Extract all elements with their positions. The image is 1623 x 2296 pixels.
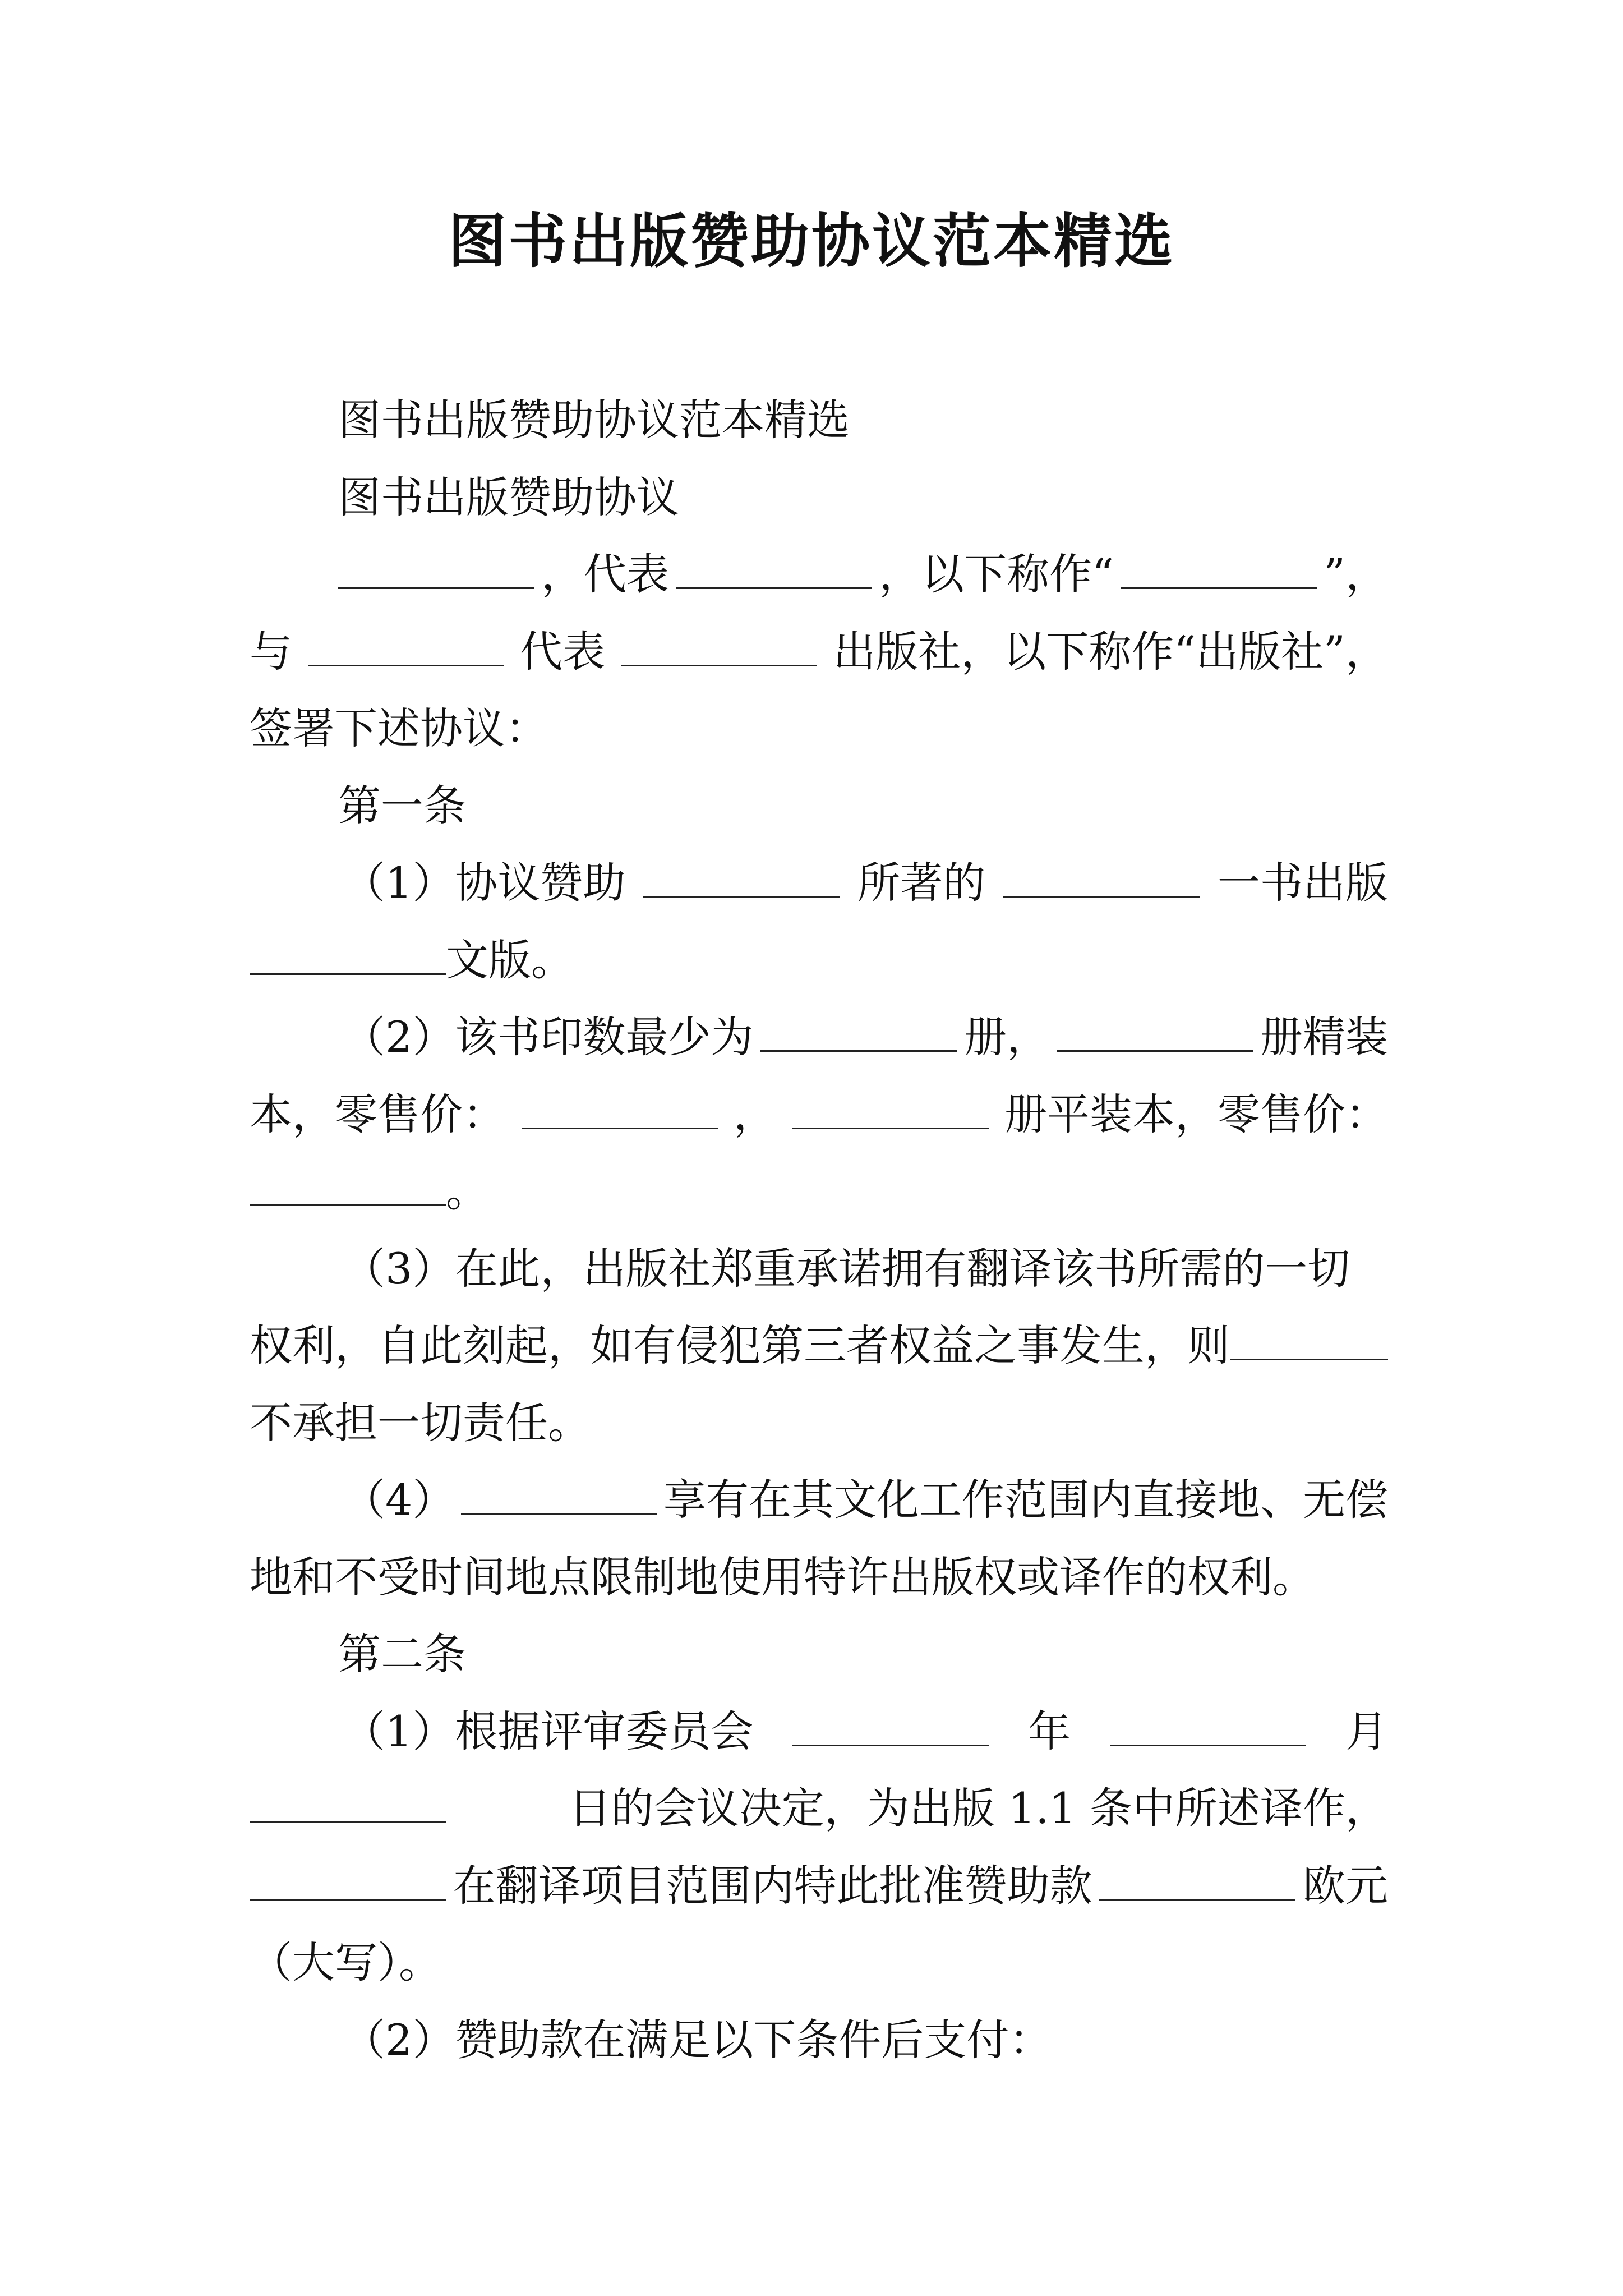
- text-run: （2）该书印数最少为: [343, 1012, 754, 1062]
- article1-p3-line2: [250, 1307, 1388, 1384]
- text-run: 文版。: [446, 935, 574, 985]
- blank-field: [1003, 854, 1200, 898]
- text-run: （4）: [343, 1475, 455, 1525]
- text-run: ，代表: [541, 549, 670, 599]
- subheading-line: 图书出版赞助协议: [338, 472, 679, 522]
- blank-field: [760, 1009, 957, 1052]
- article1-p2-line1: [250, 999, 1388, 1076]
- article1-p4-line2: 地和不受时间地点限制地使用特许出版权或译作的权利。: [250, 1552, 1315, 1602]
- blank-field: [1057, 1009, 1253, 1052]
- document-title: 图书出版赞助协议范本精选: [448, 206, 1175, 275]
- article2-p1-line2: [250, 1770, 1388, 1847]
- blank-field: [1230, 1317, 1388, 1360]
- text-run: 册精装: [1260, 1012, 1388, 1062]
- article2-p1-line1: [250, 1693, 1388, 1770]
- text-run: 日的会议决定，为出版 1.1 条中所述译作，: [568, 1783, 1388, 1833]
- document-body: [250, 381, 1388, 2078]
- text-run: 月: [1345, 1706, 1388, 1756]
- text-run: 本，零售价：: [250, 1089, 505, 1139]
- blank-field: [792, 1703, 989, 1746]
- article1-p2-line3: [250, 1153, 1388, 1230]
- intro-line-2: [250, 613, 1388, 691]
- article1-p4-line1: [250, 1461, 1388, 1539]
- blank-field: [792, 1086, 989, 1129]
- text-run: 出版社，以下称作“出版社”，: [833, 626, 1388, 677]
- article1-heading: 第一条: [338, 780, 466, 831]
- text-run: 所著的: [857, 858, 986, 908]
- blank-field: [621, 623, 817, 666]
- blank-field: [643, 854, 840, 898]
- blank-field: [522, 1086, 718, 1129]
- text-run: ，: [734, 1089, 776, 1139]
- intro-line-3: 签署下述协议：: [250, 703, 548, 753]
- text-run: （1）协议赞助: [343, 858, 626, 908]
- article2-heading: 第二条: [338, 1629, 466, 1679]
- blank-field: [250, 1780, 446, 1823]
- text-run: 代表: [520, 626, 606, 677]
- blank-field: [250, 932, 446, 975]
- text-run: 在翻译项目范围内特此批准赞助款: [453, 1860, 1092, 1911]
- blank-field: [461, 1471, 657, 1515]
- text-run: 享有在其文化工作范围内直接地、无偿: [663, 1475, 1388, 1525]
- heading-line: 图书出版赞助协议范本精选: [338, 395, 850, 445]
- text-run: 。: [446, 1166, 488, 1216]
- article1-p1-line2: [250, 922, 1388, 999]
- blank-field: [338, 546, 534, 589]
- blank-field: [250, 1163, 446, 1206]
- blank-field: [1110, 1703, 1306, 1746]
- blank-field: [1099, 1857, 1295, 1901]
- text-run: 与: [250, 626, 292, 677]
- blank-field: [308, 623, 504, 666]
- text-run: 权利，自此刻起，如有侵犯第三者权益之事发生，则: [250, 1320, 1230, 1370]
- text-run: ，以下称作“: [879, 549, 1114, 599]
- text-run: 年: [1028, 1706, 1071, 1756]
- text-run: 册平装本，零售价：: [1004, 1089, 1388, 1139]
- article2-p1-line3: [250, 1847, 1388, 1925]
- text-run: 册，: [964, 1012, 1050, 1062]
- text-run: （1）根据评审委员会: [343, 1706, 754, 1756]
- intro-line-1: [250, 536, 1388, 613]
- article1-p2-line2: [250, 1076, 1388, 1153]
- blank-field: [676, 546, 872, 589]
- blank-field: [250, 1857, 446, 1901]
- article2-p2-line1: （2）赞助款在满足以下条件后支付：: [343, 2014, 1052, 2065]
- article1-p1-line1: [250, 844, 1388, 922]
- article2-p1-line4: （大写）。: [250, 1938, 441, 1987]
- text-run: 一书出版: [1217, 858, 1388, 908]
- article1-p3-line1: （3）在此，出版社郑重承诺拥有翻译该书所需的一切: [343, 1243, 1350, 1294]
- text-run: ”，: [1324, 549, 1388, 599]
- text-run: 欧元: [1302, 1860, 1388, 1911]
- blank-field: [1121, 546, 1317, 589]
- article1-p3-line3: 不承担一切责任。: [250, 1397, 591, 1448]
